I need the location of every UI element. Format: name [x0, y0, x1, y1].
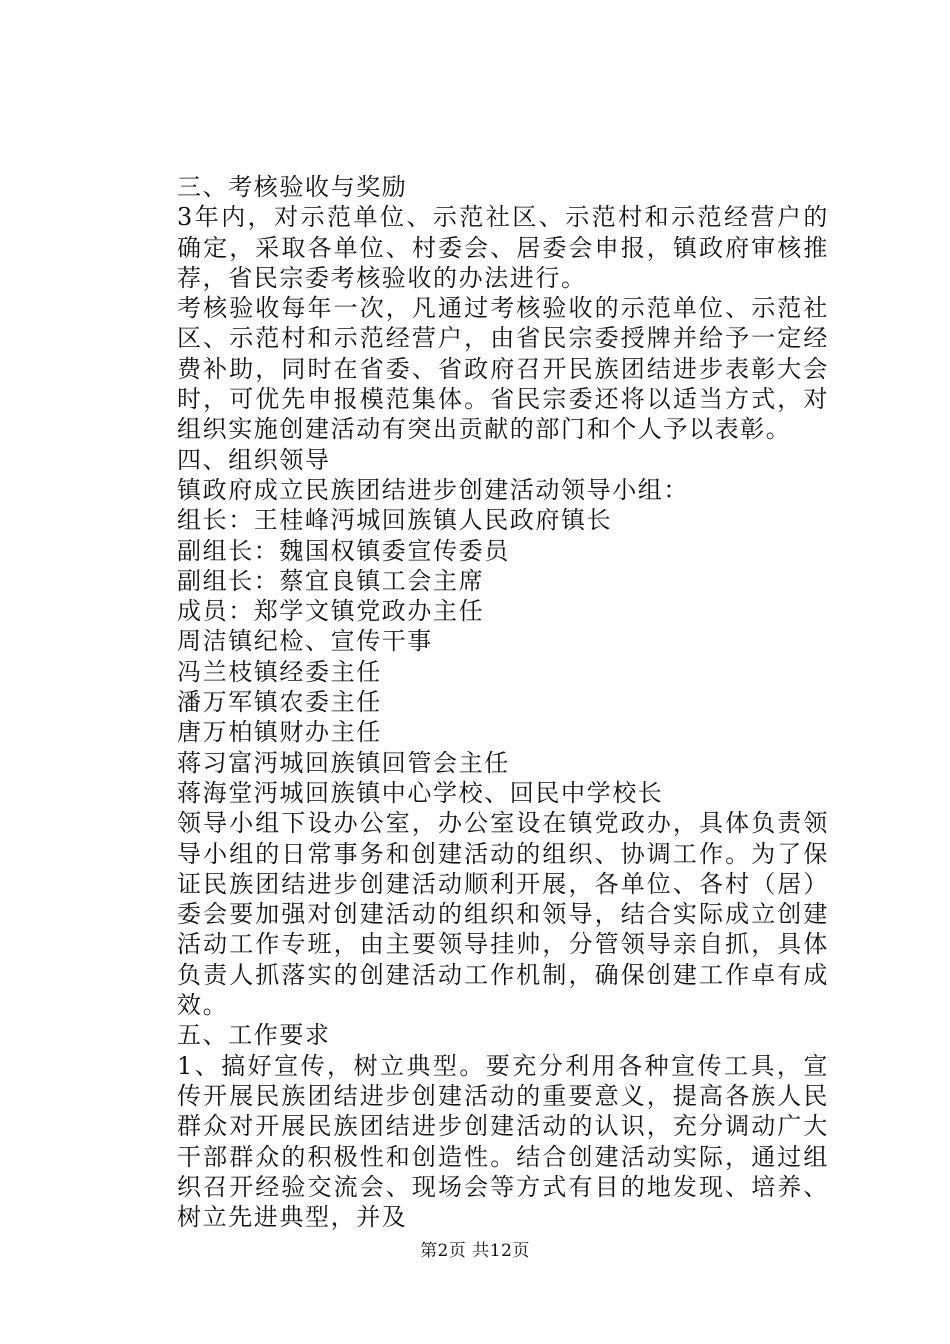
leadership-group-intro: 镇政府成立民族团结进步创建活动领导小组：: [177, 475, 689, 504]
member-line: 周洁镇纪检、宣传干事: [177, 627, 433, 656]
paragraph-annual-review: 考核验收每年一次，凡通过考核验收的示范单位、示范社区、示范村和示范经营户，由省民宗委授牌并给予一定经费补助，同时在省委、省政府召开民族团结进步表彰大会时，可优先申报模范集体。省民宗委还将以适当方式，对组织实施创建活动有突出贡献的部门和个人予以表彰。: [177, 294, 829, 444]
member-line: 副组长：蔡宜良镇工会主席: [177, 566, 485, 595]
member-line: 蒋习富沔城回族镇回管会主任: [177, 748, 510, 777]
member-line: 副组长：魏国权镇委宣传委员: [177, 536, 510, 565]
section-heading-5: 五、工作要求: [177, 1021, 331, 1050]
member-line: 潘万军镇农委主任: [177, 688, 382, 717]
section-heading-3: 三、考核验收与奖励: [177, 173, 408, 201]
paragraph-publicity: 1、搞好宣传，树立典型。要充分利用各种宣传工具，宣传开展民族团结进步创建活动的重要意义，提高各族人民群众对开展民族团结进步创建活动的认识，充分调动广大干部群众的积极性和创造性。结合创建活动实际，通过组织召开经验交流会、现场会等方式有目的地发现、培养、树立先进典型，并及: [177, 1051, 829, 1232]
member-line: 蒋海堂沔城回族镇中心学校、回民中学校长: [177, 778, 664, 807]
page-number-footer: 第2页 共12页: [420, 1241, 530, 1261]
member-line: 冯兰枝镇经委主任: [177, 657, 382, 686]
member-line: 组长：王桂峰沔城回族镇人民政府镇长: [177, 506, 613, 535]
section-heading-4: 四、组织领导: [177, 445, 331, 474]
member-line: 成员：郑学文镇党政办主任: [177, 597, 485, 626]
member-line: 唐万柏镇财办主任: [177, 718, 382, 747]
paragraph-acceptance-method: 3年内，对示范单位、示范社区、示范村和示范经营户的确定，采取各单位、村委会、居委会申报，镇政府审核推荐，省民宗委考核验收的办法进行。: [177, 203, 829, 292]
paragraph-office-duties: 领导小组下设办公室，办公室设在镇党政办，具体负责领导小组的日常事务和创建活动的组织、协调工作。为了保证民族团结进步创建活动顺利开展，各单位、各村（居）委会要加强对创建活动的组织和领导，结合实际成立创建活动工作专班，由主要领导挂帅，分管领导亲自抓，具体负责人抓落实的创建活动工作机制，确保创建工作卓有成效。: [177, 809, 829, 1020]
document-body: [129, 172, 829, 1232]
